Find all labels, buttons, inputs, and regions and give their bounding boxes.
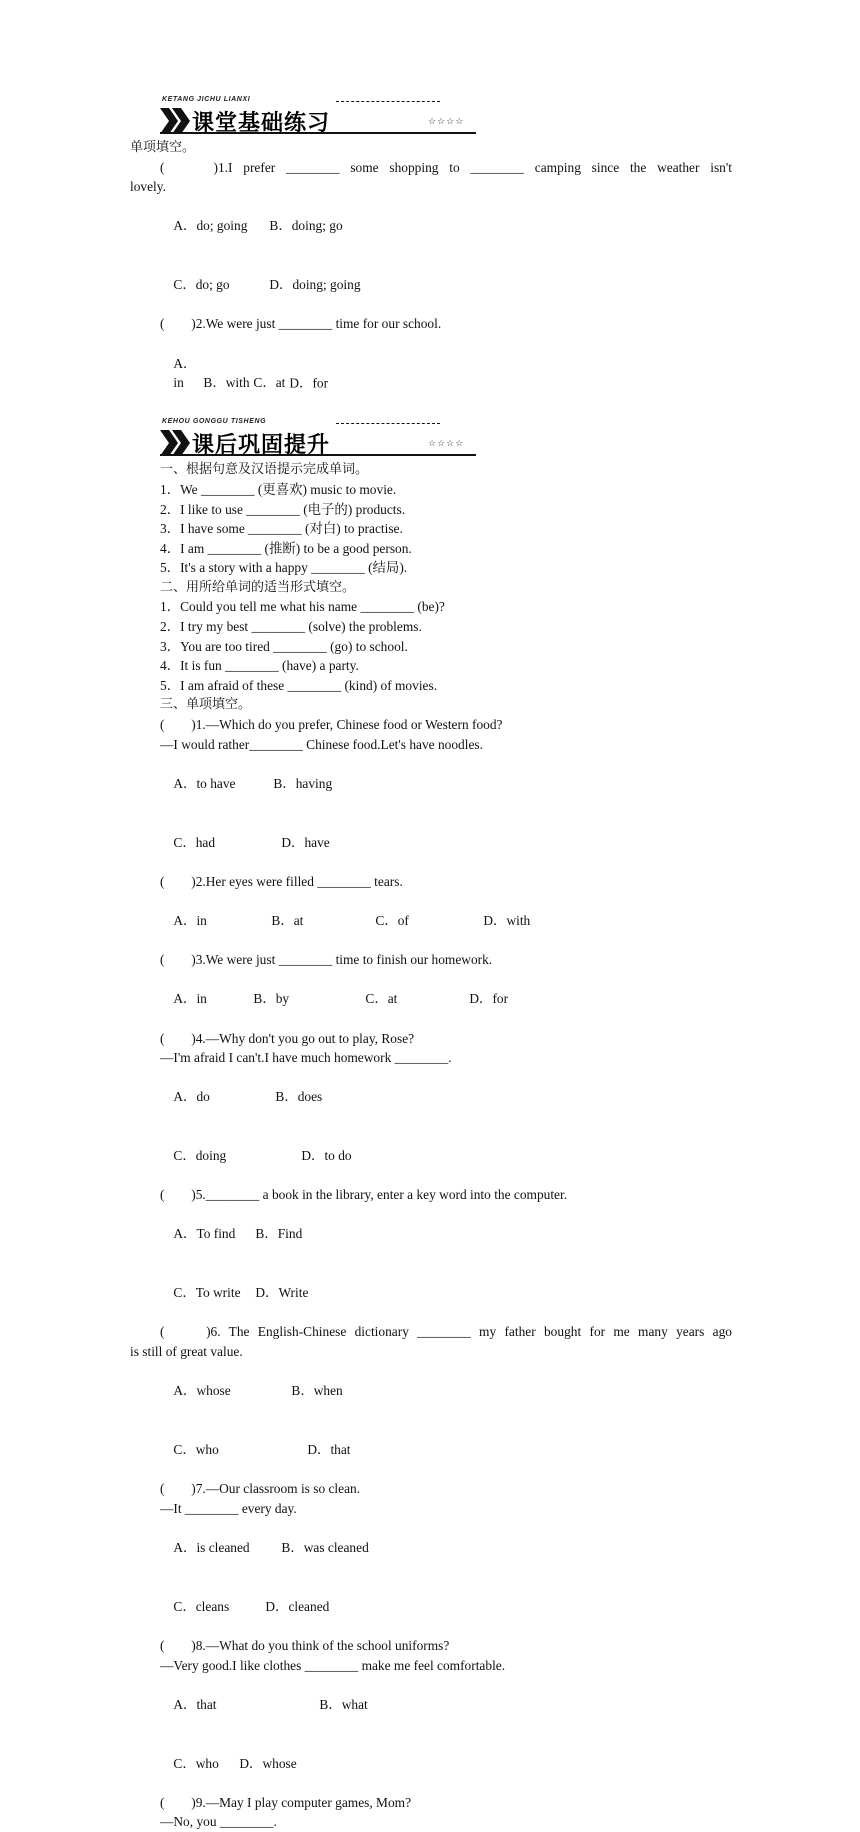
- question-8-prompt: ( )8.—What do you think of the school uniforms?: [160, 1637, 450, 1653]
- banner-pinyin: KETANG JICHU LIANXI: [162, 96, 251, 103]
- part-1-item: 3．I have some ________ (对白) to practise.: [160, 521, 403, 537]
- banner-underline: [160, 132, 476, 134]
- question-3-options: [130, 970, 732, 1029]
- question-6-options-row-1: [130, 1362, 732, 1421]
- question-5-options-row-1: [130, 1205, 732, 1264]
- question-8-options-row-1: [130, 1675, 732, 1734]
- question-1-options-row-2: [130, 256, 732, 315]
- question-5: ( )5.________ a book in the library, enter a key word into the computer.: [160, 1187, 568, 1203]
- question-9-prompt: ( )9.—May I play computer games, Mom?: [160, 1794, 412, 1810]
- section-banner-after-class: [160, 418, 732, 460]
- option-a: A．do; going: [173, 218, 248, 234]
- worksheet-page: [130, 96, 732, 1832]
- difficulty-stars: ☆☆☆☆: [428, 438, 465, 449]
- question-2-options: [130, 334, 732, 412]
- question-1-options-row-1: [130, 197, 732, 256]
- question-7-prompt: ( )7.—Our classroom is so clean.: [160, 1481, 361, 1497]
- option-d: D．to do: [301, 1148, 352, 1164]
- section-title: 课堂基础练习: [192, 111, 331, 136]
- option-d: D．have: [281, 834, 330, 850]
- double-chevron-icon: [160, 430, 190, 456]
- option-a: A．in: [173, 912, 207, 928]
- part-2-item: 2．I try my best ________ (solve) the problems.: [160, 619, 422, 635]
- question-8-options-row-2: [130, 1734, 732, 1793]
- option-d: D．whose: [239, 1755, 297, 1771]
- option-d: D．with: [483, 912, 531, 928]
- question-1-prompt: ( )1.—Which do you prefer, Chinese food or Western food?: [160, 717, 503, 733]
- question-7-options-row-2: [130, 1577, 732, 1636]
- option-a: A．whose: [173, 1383, 231, 1399]
- question-4-options-row-1: [130, 1068, 732, 1127]
- banner-dashes: [336, 101, 440, 102]
- part-2-item: 3．You are too tired ________ (go) to school.: [160, 638, 408, 654]
- option-d: D．for: [289, 375, 329, 391]
- part-2-item: 4．It is fun ________ (have) a party.: [160, 658, 359, 674]
- option-c: C．doing: [173, 1148, 227, 1164]
- option-c: C．cleans: [173, 1598, 230, 1614]
- option-d: D．for: [469, 991, 509, 1007]
- question-1-options-row-1: [130, 754, 732, 813]
- question-4-prompt: ( )4.—Why don't you go out to play, Rose?: [160, 1030, 415, 1046]
- option-a: A．is cleaned: [173, 1539, 250, 1555]
- option-a: A．that: [173, 1696, 217, 1712]
- part-1-item: 5．It's a story with a happy ________ (结局).: [160, 560, 408, 576]
- question-1-line-2: lovely.: [130, 179, 166, 195]
- option-b: B．having: [273, 775, 333, 791]
- question-7-response: —It ________ every day.: [160, 1500, 297, 1516]
- option-c: C．To write: [173, 1285, 241, 1301]
- option-c: C．of: [375, 912, 409, 928]
- question-8-response: —Very good.I like clothes ________ make me feel comfortable.: [160, 1657, 506, 1673]
- option-b: B．Find: [255, 1226, 303, 1242]
- option-b: B．what: [319, 1696, 368, 1712]
- part-3-heading: 三、单项填空。: [160, 697, 252, 713]
- question-4-options-row-2: [130, 1127, 732, 1186]
- question-4-response: —I'm afraid I can't.I have much homework ________.: [160, 1050, 452, 1066]
- option-a: A．in: [173, 991, 207, 1007]
- option-c: C．do; go: [173, 277, 230, 293]
- part-2-item: 1．Could you tell me what his name ________ (be)?: [160, 599, 445, 615]
- option-d: D．doing; going: [269, 277, 361, 293]
- question-3: ( )3.We were just ________ time to finish our homework.: [160, 952, 493, 968]
- banner-pinyin: KEHOU GONGGU TISHENG: [162, 418, 267, 426]
- question-6-line-2: is still of great value.: [130, 1344, 243, 1360]
- part-1-item: 1．We ________ (更喜欢) music to movie.: [160, 481, 397, 497]
- option-c: C．had: [173, 834, 216, 850]
- option-c: C．who: [173, 1442, 219, 1457]
- option-c: C．at: [253, 375, 286, 391]
- option-b: B．when: [291, 1383, 343, 1399]
- option-b: B．does: [275, 1089, 323, 1105]
- option-c: C．at: [365, 991, 398, 1007]
- option-d: D．cleaned: [265, 1598, 330, 1614]
- double-chevron-icon: [160, 108, 190, 134]
- banner-dashes: [336, 423, 440, 424]
- option-a: A．to have: [173, 775, 236, 791]
- part-2-heading: 二、用所给单词的适当形式填空。: [160, 579, 356, 595]
- section-heading: 单项填空。: [130, 140, 196, 155]
- question-6-options-row-2: [130, 1420, 732, 1479]
- question-5-options-row-2: [130, 1264, 732, 1323]
- section-banner-classroom-practice: [160, 96, 732, 138]
- option-b: B．with: [203, 375, 250, 391]
- option-b: B．was cleaned: [281, 1539, 369, 1555]
- section-title: 课后巩固提升: [192, 433, 331, 459]
- option-c: C．who: [173, 1755, 219, 1771]
- option-b: B．at: [271, 912, 304, 928]
- option-a: A．do: [173, 1089, 210, 1105]
- part-1-item: 2．I like to use ________ (电子的) products.: [160, 501, 406, 517]
- question-1-line-1: ( )1.I prefer ________ some shopping to ________ camping since the weather isn't: [160, 159, 732, 175]
- option-b: B．doing; go: [269, 218, 343, 234]
- option-d: D．Write: [255, 1285, 309, 1301]
- question-6-line-1: ( )6. The English-Chinese dictionary ________ my father bought for me many years ago: [160, 1324, 732, 1340]
- question-9-response: —No, you ________.: [160, 1814, 277, 1830]
- question-2-options: [130, 891, 732, 950]
- difficulty-stars: ☆☆☆☆: [428, 116, 465, 126]
- option-b: B．by: [253, 991, 290, 1007]
- question-2: ( )2.We were just ________ time for our school.: [160, 316, 442, 332]
- banner-underline: [160, 454, 476, 456]
- option-d: D．that: [307, 1442, 351, 1457]
- part-1-heading: 一、根据句意及汉语提示完成单词。: [160, 462, 369, 478]
- question-1-options-row-2: [130, 813, 732, 872]
- question-7-options-row-1: [130, 1518, 732, 1577]
- option-a: A．To find: [173, 1226, 236, 1242]
- question-2: ( )2.Her eyes were filled ________ tears.: [160, 873, 403, 889]
- option-a: A．in: [173, 355, 197, 391]
- part-2-item: 5．I am afraid of these ________ (kind) of movies.: [160, 677, 438, 693]
- part-1-item: 4．I am ________ (推断) to be a good person.: [160, 540, 412, 556]
- question-1-response: —I would rather________ Chinese food.Let's have noodles.: [160, 736, 483, 752]
